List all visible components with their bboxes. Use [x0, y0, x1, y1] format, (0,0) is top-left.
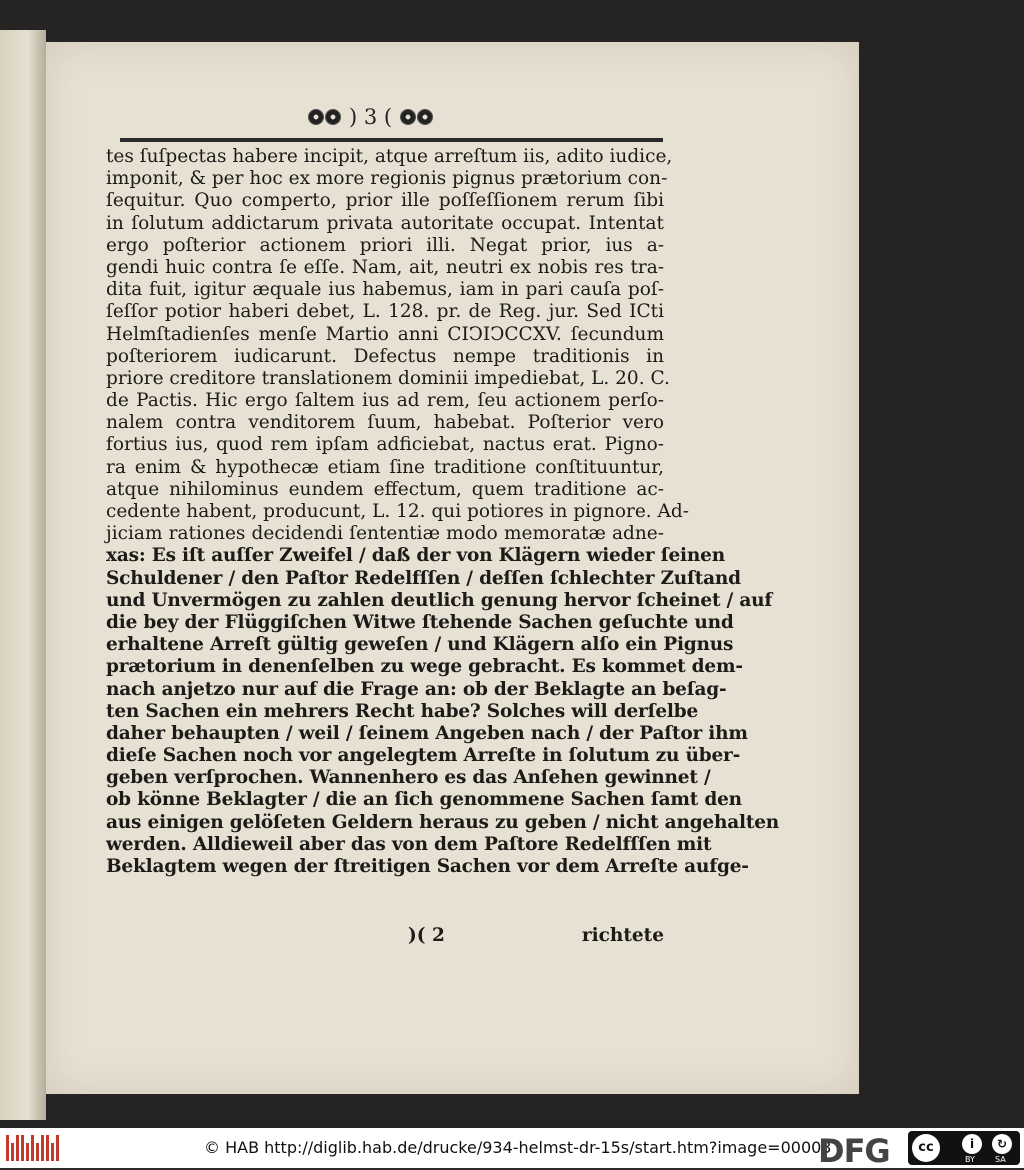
- share-alike-icon: ↻: [992, 1134, 1012, 1154]
- page-number: ) 3 (: [349, 105, 393, 129]
- page-header: [308, 106, 508, 128]
- text-line: priore creditore translationem dominii impediebat, L. 20. C.: [106, 367, 670, 389]
- body-text: [106, 146, 780, 878]
- text-line: ergo poſterior actionem priori illi. Negat prior, ius a-: [106, 234, 664, 256]
- text-line: tes ſuſpectas habere incipit, atque arreſtum iis, adito iudice,: [106, 146, 673, 167]
- text-line: xas: Es iſt auſſer Zweifel / daß der von Klägern wieder ſeinen: [106, 545, 725, 567]
- text-line: gendi huic contra ſe eſſe. Nam, ait, neutri ex nobis res tra-: [106, 256, 664, 278]
- text-line: die bey der Flüggiſchen Witwe ſtehende Sachen geſuchte und: [106, 611, 734, 633]
- cc-sa-label: SA: [995, 1155, 1006, 1164]
- catchword: richtete: [581, 925, 664, 946]
- text-line: Schuldener / den Paſtor Redelfſſen / deſſen ſchlechter Zuſtand: [106, 567, 741, 589]
- text-line: cedente habent, producunt, L. 12. qui potiores in pignore. Ad-: [106, 501, 690, 522]
- text-line: nach anjetzo nur auf die Frage an: ob der Beklagte an beſag-: [106, 678, 727, 700]
- text-line: ob könne Beklagter / die an ſich genommene Sachen ſamt den: [106, 789, 742, 811]
- text-line: erhaltene Arreſt gültig geweſen / und Klägern alſo ein Pignus: [106, 634, 734, 656]
- viewer-footer-bar: [0, 1128, 1024, 1168]
- text-line: de Pactis. Hic ergo ſaltem ius ad rem, ſeu actionem perſo-: [106, 390, 664, 412]
- cc-by-label: BY: [965, 1155, 975, 1164]
- ornament-left-icon: [308, 109, 341, 125]
- signature-mark: )( 2: [408, 925, 445, 946]
- text-line: und Unvermögen zu zahlen deutlich genung hervor ſcheinet / auf: [106, 589, 773, 611]
- text-line: geben verſprochen. Wannenhero es das Anſehen gewinnet /: [106, 767, 711, 789]
- library-logo-icon: [6, 1135, 59, 1161]
- text-line: poſteriorem iudicarunt. Defectus nempe traditionis in: [106, 345, 664, 367]
- text-line: nalem contra venditorem ſuum, habebat. Poſterior vero: [106, 412, 664, 434]
- header-rule: [120, 138, 663, 142]
- text-line: werden. Alldieweil aber das von dem Paſtore Redelfſſen mit: [106, 833, 712, 855]
- ornament-right-icon: [400, 109, 433, 125]
- text-line: ſequitur. Quo comperto, prior ille poſſeſſionem rerum ſibi: [106, 190, 664, 212]
- text-line: Helmſtadienſes menſe Martio anni CIↃIↃCCXV. ſecundum: [106, 323, 664, 345]
- text-line: ſeſſor potior haberi debet, L. 128. pr. de Reg. jur. Sed ICti: [106, 301, 664, 323]
- text-line: imponit, & per hoc ex more regionis pignus prætorium con-: [106, 168, 668, 190]
- page-footer: [106, 925, 664, 947]
- text-line: fortius ius, quod rem ipſam adficiebat, nactus erat. Pigno-: [106, 434, 664, 456]
- text-line: aus einigen gelöſeten Geldern heraus zu geben / nicht angehalten: [106, 811, 780, 833]
- text-line: dieſe Sachen noch vor angelegtem Arreſte in ſolutum zu über-: [106, 745, 741, 767]
- text-line: jiciam rationes decidendi ſententiæ modo memoratæ adne-: [106, 523, 664, 545]
- text-line: dita fuit, igitur æquale ius habemus, iam in pari cauſa poſ-: [106, 279, 664, 301]
- text-line: atque nihilominus eundem effectum, quem traditione ac-: [106, 478, 664, 500]
- copyright-link[interactable]: © HAB http://diglib.hab.de/drucke/934-helmst-dr-15s/start.htm?image=00003: [204, 1138, 832, 1157]
- text-line: Beklagtem wegen der ſtreitigen Sachen vor dem Arreſte aufge-: [106, 856, 749, 877]
- adjacent-page-edge: [0, 30, 46, 1120]
- dfg-logo: DFG: [818, 1132, 890, 1170]
- cc-icon: cc: [912, 1134, 940, 1162]
- text-line: in ſolutum addictarum privata autoritate occupat. Intentat: [106, 212, 664, 234]
- text-line: ra enim & hypothecæ etiam ſine traditione conſtituuntur,: [106, 456, 664, 478]
- text-line: ten Sachen ein mehrers Recht habe? Solches will derſelbe: [106, 700, 699, 722]
- cc-license-badge[interactable]: [908, 1131, 1020, 1165]
- document-page: [46, 42, 859, 1094]
- text-line: daher behaupten / weil / ſeinem Angeben nach / der Paſtor ihm: [106, 722, 748, 744]
- text-line: prætorium in denenſelben zu wege gebracht. Es kommet dem-: [106, 656, 743, 678]
- attribution-icon: i: [962, 1134, 982, 1154]
